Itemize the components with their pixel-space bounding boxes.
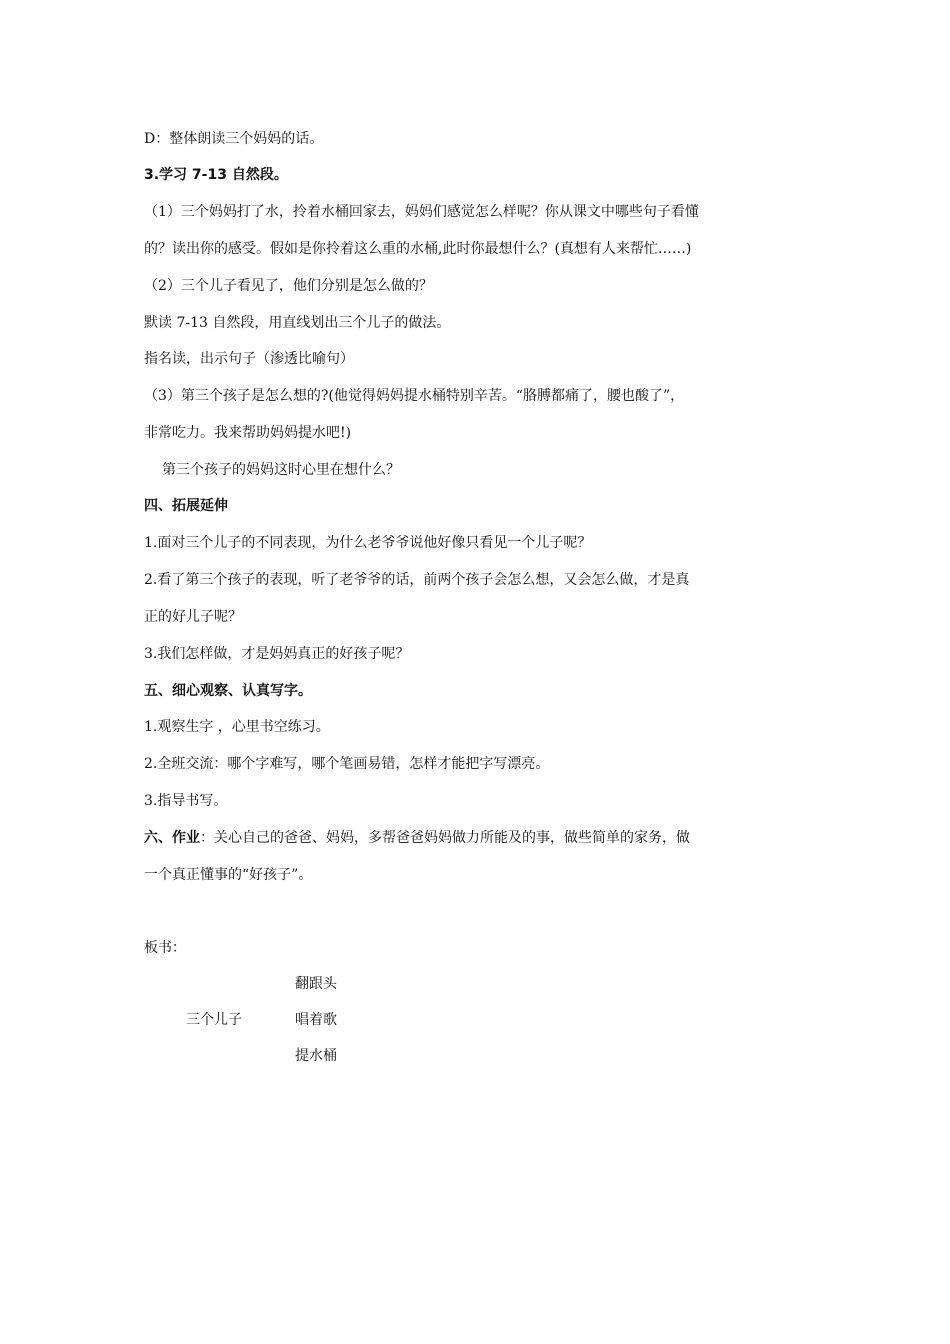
section-5-heading: 五、细心观察、认真写字。 <box>144 683 312 699</box>
silent-read-instruction: 默读 7-13 自然段，用直线划出三个儿子的做法。 <box>144 315 451 331</box>
board-item-2: 唱着歌 <box>295 1012 337 1028</box>
extension-2-line-2: 正的好儿子呢？ <box>144 609 242 625</box>
section-4-heading: 四、拓展延伸 <box>144 498 228 514</box>
homework-line-1 <box>144 829 690 847</box>
extension-3: 3.我们怎样做，才是妈妈真正的好孩子呢？ <box>144 646 410 662</box>
question-3-line-1: （3）第三个孩子是怎么想的?(他觉得妈妈提水桶特别辛苦。“胳膊都痛了，腰也酸了”， <box>144 388 685 404</box>
writing-2: 2.全班交流：哪个字难写，哪个笔画易错，怎样才能把字写漂亮。 <box>144 756 550 772</box>
line-d-item: D：整体朗读三个妈妈的话。 <box>144 131 324 147</box>
homework-label: 六、作业 <box>144 830 200 846</box>
writing-3: 3.指导书写。 <box>144 793 228 809</box>
extension-2-line-1: 2.看了第三个孩子的表现，听了老爷爷的话，前两个孩子会怎么想，又会怎么做，才是真 <box>144 572 690 588</box>
board-item-3: 提水桶 <box>295 1048 337 1064</box>
homework-line-2: 一个真正懂事的“好孩子”。 <box>144 867 313 883</box>
board-item-1: 翻跟头 <box>295 976 337 992</box>
board-label: 板书： <box>144 940 186 956</box>
board-center: 三个儿子 <box>186 1012 242 1028</box>
extension-1: 1.面对三个儿子的不同表现，为什么老爷爷说他好像只看见一个儿子呢？ <box>144 535 592 551</box>
question-2: （2）三个儿子看见了，他们分别是怎么做的？ <box>144 278 433 294</box>
homework-text: ：关心自己的爸爸、妈妈，多帮爸爸妈妈做力所能及的事，做些简单的家务，做 <box>200 830 690 846</box>
question-1-line-1: （1）三个妈妈打了水，拎着水桶回家去，妈妈们感觉怎么样呢？你从课文中哪些句子看懂 <box>144 204 699 220</box>
question-3-line-2: 非常吃力。我来帮助妈妈提水吧!) <box>144 425 352 441</box>
writing-1: 1.观察生字 ，心里书空练习。 <box>144 719 330 735</box>
question-3-line-3: 第三个孩子的妈妈这时心里在想什么？ <box>162 462 400 478</box>
section-3-heading: 3.学习 7-13 自然段。 <box>144 167 288 183</box>
name-read-instruction: 指名读，出示句子（渗透比喻句） <box>144 351 354 367</box>
question-1-line-2: 的？读出你的感受。假如是你拎着这么重的水桶,此时你最想什么？(真想有人来帮忙……) <box>144 241 692 257</box>
